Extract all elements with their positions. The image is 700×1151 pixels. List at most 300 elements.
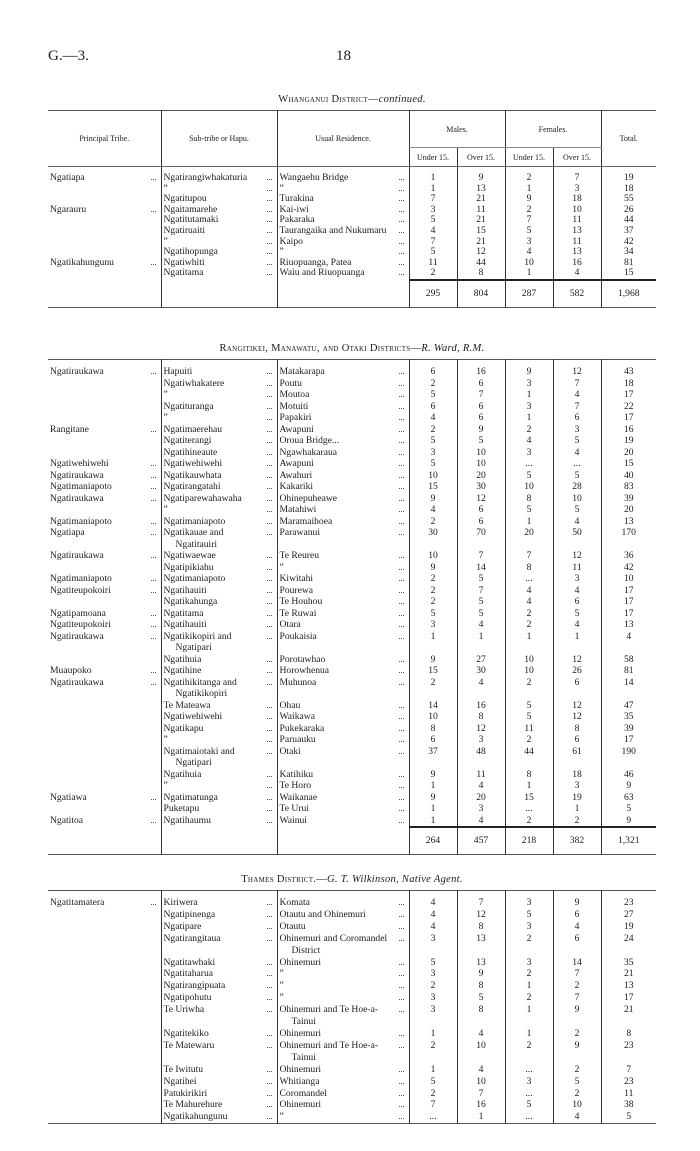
- males-under-15-cell: 1: [409, 184, 457, 195]
- males-over-15-cell: 27: [457, 654, 505, 666]
- total-cell: 23: [601, 897, 656, 909]
- principal-tribe-cell: Ngatiteupokoiri ...: [48, 619, 161, 631]
- males-under-15-cell: 2: [409, 424, 457, 436]
- females-over-15-cell: 10: [553, 493, 601, 505]
- section-title-main: Rangitikei, Manawatu, and Otaki Districts—: [219, 343, 422, 354]
- females-over-15-cell: 61: [553, 746, 601, 769]
- males-under-15-cell: 3: [409, 619, 457, 631]
- totals-row: [48, 280, 656, 308]
- males-under-15-cell: 3: [409, 968, 457, 980]
- males-under-15-cell: 5: [409, 957, 457, 969]
- males-over-15-cell: 8: [457, 268, 505, 280]
- sub-tribe-cell: Ngatikauae and Ngatitauiri ...: [161, 527, 277, 550]
- females-over-15-cell: 14: [553, 957, 601, 969]
- males-over-15-cell: 14: [457, 562, 505, 574]
- principal-tribe-cell: Ngatimaniapoto ...: [48, 516, 161, 528]
- total-cell: 23: [601, 1040, 656, 1064]
- usual-residence-cell: Turakina ...: [277, 194, 409, 205]
- females-over-15-cell: 4: [553, 268, 601, 280]
- usual-residence-cell: Kaipo ...: [277, 237, 409, 248]
- females-under-15-cell: 1: [505, 389, 553, 401]
- table-row: [48, 527, 656, 550]
- usual-residence-cell: Coromandel ...: [277, 1088, 409, 1100]
- principal-tribe-cell: [48, 1064, 161, 1076]
- sub-tribe-cell: Ngatiterangi ...: [161, 435, 277, 447]
- males-over-15-cell: 21: [457, 215, 505, 226]
- principal-tribe-cell: [48, 992, 161, 1004]
- females-under-15-cell: 5: [505, 504, 553, 516]
- males-under-15-cell: 1: [409, 780, 457, 792]
- usual-residence-cell: Taurangaika and Nukumaru ...: [277, 226, 409, 237]
- sub-tribe-cell: Ngatihine ...: [161, 665, 277, 677]
- females-over-15-cell: 4: [553, 389, 601, 401]
- total-cell: 58: [601, 654, 656, 666]
- section-title-italic: continued.: [378, 94, 426, 105]
- usual-residence-cell: Horowhenua ...: [277, 665, 409, 677]
- females-under-15-cell: 1: [505, 780, 553, 792]
- females-over-15-cell: 10: [553, 1099, 601, 1111]
- table-row: [48, 608, 656, 620]
- males-under-15-cell: 10: [409, 711, 457, 723]
- males-over-15-cell: 12: [457, 909, 505, 921]
- total-cell: 19: [601, 173, 656, 184]
- females-under-15-cell: 1: [505, 268, 553, 280]
- males-over-15-cell: 8: [457, 980, 505, 992]
- table-row: [48, 1099, 656, 1111]
- usual-residence-cell: Poutu ...: [277, 378, 409, 390]
- males-over-15-cell: 4: [457, 1028, 505, 1040]
- males-under-15-cell: 1: [409, 631, 457, 654]
- sub-tribe-cell: Ngatitama ...: [161, 608, 277, 620]
- sub-tribe-cell: Puketapu ...: [161, 803, 277, 815]
- sub-tribe-cell: Ngatitekiko ...: [161, 1028, 277, 1040]
- usual-residence-cell: ” ...: [277, 992, 409, 1004]
- males-under-15-cell: 2: [409, 677, 457, 700]
- males-over-15-cell: 7: [457, 550, 505, 562]
- females-under-15-cell: 3: [505, 921, 553, 933]
- sub-tribe-cell: Ngatiparewahawaha ...: [161, 493, 277, 505]
- usual-residence-cell: Ohinemuri ...: [277, 1064, 409, 1076]
- males-under-15-cell: 2: [409, 1040, 457, 1064]
- usual-residence-cell: Maramaihoea ...: [277, 516, 409, 528]
- males-over-15-cell: 30: [457, 481, 505, 493]
- principal-tribe-cell: [48, 654, 161, 666]
- females-over-15-cell: 2: [553, 980, 601, 992]
- males-under-15-cell: 6: [409, 366, 457, 378]
- usual-residence-cell: ” ...: [277, 184, 409, 195]
- females-over-15-cell: 3: [553, 780, 601, 792]
- usual-residence-cell: Ohinemuri ...: [277, 957, 409, 969]
- usual-residence-cell: Riuopuanga, Patea ...: [277, 258, 409, 269]
- total-cell: 13: [601, 980, 656, 992]
- males-over-15-cell: 9: [457, 968, 505, 980]
- principal-tribe-cell: [48, 1088, 161, 1100]
- males-over-15-cell: 7: [457, 585, 505, 597]
- females-under-15-cell: 20: [505, 527, 553, 550]
- total-cell: 37: [601, 226, 656, 237]
- males-over-15-cell: 13: [457, 933, 505, 957]
- principal-tribe-cell: [48, 389, 161, 401]
- sub-tribe-cell: ” ...: [161, 734, 277, 746]
- table-row: [48, 573, 656, 585]
- females-under-15-cell: 1: [505, 980, 553, 992]
- females-under-15-cell: 1: [505, 184, 553, 195]
- females-over-15-cell: 2: [553, 1064, 601, 1076]
- females-over-15-cell: 5: [553, 435, 601, 447]
- usual-residence-cell: Oroua Bridge... ...: [277, 435, 409, 447]
- header-usual-residence: Usual Residence.: [277, 111, 409, 167]
- total-cell: 14: [601, 677, 656, 700]
- table-row: [48, 803, 656, 815]
- total-cell: 24: [601, 933, 656, 957]
- males-under-15-cell: 4: [409, 921, 457, 933]
- total-cell: 20: [601, 447, 656, 459]
- females-under-15-cell: 10: [505, 654, 553, 666]
- females-under-15-cell: 44: [505, 746, 553, 769]
- principal-tribe-cell: [48, 378, 161, 390]
- principal-tribe-cell: Ngatiwehiwehi ...: [48, 458, 161, 470]
- females-under-15-cell: 1: [505, 412, 553, 424]
- principal-tribe-cell: Ngatiraukawa ...: [48, 631, 161, 654]
- females-over-15-cell: 4: [553, 921, 601, 933]
- males-under-15-cell: 15: [409, 481, 457, 493]
- sub-tribe-cell: Ngatiwehiwehi ...: [161, 711, 277, 723]
- sub-tribe-cell: Ngatitama ...: [161, 268, 277, 280]
- principal-tribe-cell: [48, 921, 161, 933]
- males-under-15-cell: 7: [409, 194, 457, 205]
- males-under-15-cell: 4: [409, 226, 457, 237]
- females-over-15-cell: 9: [553, 1040, 601, 1064]
- males-under-15-cell: 7: [409, 1099, 457, 1111]
- table-row: [48, 1004, 656, 1028]
- principal-tribe-cell: Ngarauru ...: [48, 205, 161, 216]
- principal-tribe-cell: [48, 723, 161, 735]
- principal-tribe-cell: [48, 1040, 161, 1064]
- document-code: G.—3.: [48, 48, 89, 64]
- sub-tribe-cell: Te Matewaru ...: [161, 1040, 277, 1064]
- page-number: 18: [336, 48, 351, 64]
- table-row: [48, 435, 656, 447]
- males-over-15-cell: 12: [457, 493, 505, 505]
- principal-tribe-cell: Ngatiawa ...: [48, 792, 161, 804]
- females-under-15-cell: ...: [505, 573, 553, 585]
- table-row: [48, 1088, 656, 1100]
- principal-tribe-cell: [48, 1004, 161, 1028]
- males-over-15-cell: 5: [457, 608, 505, 620]
- females-over-15-cell: 3: [553, 573, 601, 585]
- females-over-15-cell: 10: [553, 205, 601, 216]
- usual-residence-cell: Awahuri ...: [277, 470, 409, 482]
- table-row: [48, 173, 656, 184]
- females-over-15-cell: 1: [553, 803, 601, 815]
- totals-blank-cell: [277, 280, 409, 308]
- header-females: Females.: [505, 111, 601, 148]
- females-over-15-cell: 6: [553, 412, 601, 424]
- header-over15: Over 15.: [457, 148, 505, 167]
- table-row: [48, 631, 656, 654]
- table-row: [48, 980, 656, 992]
- males-under-15-cell: 5: [409, 458, 457, 470]
- females-over-15-cell: 19: [553, 792, 601, 804]
- males-over-15-total: 457: [457, 827, 505, 855]
- total-cell: 7: [601, 1064, 656, 1076]
- females-over-15-cell: 4: [553, 1111, 601, 1123]
- sub-tribe-cell: Ngatitutamaki ...: [161, 215, 277, 226]
- principal-tribe-cell: Ngatiraukawa ...: [48, 470, 161, 482]
- males-over-15-cell: 6: [457, 504, 505, 516]
- principal-tribe-cell: [48, 968, 161, 980]
- males-over-15-cell: 16: [457, 700, 505, 712]
- principal-tribe-cell: Ngatikahungunu ...: [48, 258, 161, 269]
- table-row: [48, 992, 656, 1004]
- total-cell: 13: [601, 516, 656, 528]
- table-row: [48, 815, 656, 828]
- usual-residence-cell: ” ...: [277, 247, 409, 258]
- females-over-15-cell: 50: [553, 527, 601, 550]
- principal-tribe-cell: [48, 401, 161, 413]
- sub-tribe-cell: Ngatipinenga ...: [161, 909, 277, 921]
- usual-residence-cell: Moutoa ...: [277, 389, 409, 401]
- section-title-italic: G. T. Wilkinson, Native Agent.: [327, 874, 463, 885]
- usual-residence-cell: Parawanui ...: [277, 527, 409, 550]
- females-over-15-cell: 2: [553, 1088, 601, 1100]
- females-over-15-cell: 16: [553, 258, 601, 269]
- males-under-15-cell: 3: [409, 1004, 457, 1028]
- females-under-15-cell: 7: [505, 550, 553, 562]
- sub-tribe-cell: Ngatipare ...: [161, 921, 277, 933]
- section-title: [48, 343, 656, 359]
- table-row: [48, 780, 656, 792]
- usual-residence-cell: Te Reureu ...: [277, 550, 409, 562]
- principal-tribe-cell: [48, 562, 161, 574]
- table-row: [48, 493, 656, 505]
- usual-residence-cell: Waikawa ...: [277, 711, 409, 723]
- females-under-15-cell: 2: [505, 619, 553, 631]
- females-over-15-cell: 4: [553, 585, 601, 597]
- females-under-15-cell: 2: [505, 1040, 553, 1064]
- totals-blank-cell: [161, 280, 277, 308]
- section-title: [48, 874, 656, 890]
- totals-blank-cell: [277, 827, 409, 855]
- header-total: Total.: [601, 111, 656, 167]
- females-over-15-cell: 7: [553, 401, 601, 413]
- males-over-15-cell: 4: [457, 815, 505, 828]
- sub-tribe-cell: Ngaitamarehe ...: [161, 205, 277, 216]
- females-under-15-cell: 3: [505, 897, 553, 909]
- males-under-15-cell: 1: [409, 815, 457, 828]
- usual-residence-cell: Wainui ...: [277, 815, 409, 828]
- females-under-15-cell: ...: [505, 803, 553, 815]
- census-table: [48, 359, 656, 855]
- table-row: [48, 447, 656, 459]
- usual-residence-cell: Poukaisia ...: [277, 631, 409, 654]
- males-under-15-cell: 2: [409, 516, 457, 528]
- females-under-15-cell: 8: [505, 562, 553, 574]
- males-over-15-total: 804: [457, 280, 505, 308]
- females-over-15-cell: 12: [553, 711, 601, 723]
- usual-residence-cell: Wangaehu Bridge ...: [277, 173, 409, 184]
- total-cell: 81: [601, 665, 656, 677]
- sub-tribe-cell: Ngatirangiwhakaturia ...: [161, 173, 277, 184]
- principal-tribe-cell: [48, 933, 161, 957]
- females-over-15-cell: 3: [553, 184, 601, 195]
- males-over-15-cell: 4: [457, 677, 505, 700]
- total-cell: 11: [601, 1088, 656, 1100]
- males-over-15-cell: 12: [457, 723, 505, 735]
- females-under-15-cell: ...: [505, 1111, 553, 1123]
- females-under-15-total: 218: [505, 827, 553, 855]
- sub-tribe-cell: Ngatitaharua ...: [161, 968, 277, 980]
- females-over-15-cell: ...: [553, 458, 601, 470]
- males-under-15-cell: 5: [409, 389, 457, 401]
- females-under-15-cell: 2: [505, 815, 553, 828]
- usual-residence-cell: Kiwitahi ...: [277, 573, 409, 585]
- females-under-15-cell: 1: [505, 1004, 553, 1028]
- sub-tribe-cell: Ngatihuia ...: [161, 654, 277, 666]
- females-over-15-cell: 9: [553, 1004, 601, 1028]
- males-over-15-cell: 7: [457, 897, 505, 909]
- table-row: [48, 1076, 656, 1088]
- males-under-15-cell: 1: [409, 1028, 457, 1040]
- table-row: [48, 746, 656, 769]
- males-over-15-cell: 30: [457, 665, 505, 677]
- males-under-15-cell: ...: [409, 1111, 457, 1123]
- females-under-15-cell: 5: [505, 711, 553, 723]
- principal-tribe-cell: Ngatiraukawa ...: [48, 677, 161, 700]
- total-cell: 19: [601, 435, 656, 447]
- principal-tribe-cell: [48, 1028, 161, 1040]
- principal-tribe-cell: [48, 237, 161, 248]
- sub-tribe-cell: Patukirikiri ...: [161, 1088, 277, 1100]
- males-under-15-cell: 6: [409, 401, 457, 413]
- total-cell: 63: [601, 792, 656, 804]
- total-cell: 19: [601, 921, 656, 933]
- table-header-row: [48, 111, 656, 148]
- males-over-15-cell: 6: [457, 412, 505, 424]
- table-row: [48, 504, 656, 516]
- principal-tribe-cell: [48, 412, 161, 424]
- principal-tribe-cell: Ngatipamoana ...: [48, 608, 161, 620]
- table-row: [48, 1028, 656, 1040]
- males-over-15-cell: 3: [457, 803, 505, 815]
- females-under-15-cell: 9: [505, 194, 553, 205]
- table-row: [48, 585, 656, 597]
- sub-tribe-cell: Ngatirangatahi ...: [161, 481, 277, 493]
- males-under-15-cell: 15: [409, 665, 457, 677]
- males-under-15-cell: 9: [409, 769, 457, 781]
- females-under-15-cell: 10: [505, 258, 553, 269]
- males-under-15-cell: 7: [409, 237, 457, 248]
- usual-residence-cell: Ohinemuri and Te Hoe-a-Tainui ...: [277, 1040, 409, 1064]
- usual-residence-cell: Paruauku ...: [277, 734, 409, 746]
- females-under-15-cell: 2: [505, 968, 553, 980]
- principal-tribe-cell: [48, 184, 161, 195]
- sub-tribe-cell: Te Uriwha ...: [161, 1004, 277, 1028]
- males-under-15-cell: 14: [409, 700, 457, 712]
- totals-blank-cell: [48, 827, 161, 855]
- principal-tribe-cell: [48, 734, 161, 746]
- females-over-15-cell: 5: [553, 1076, 601, 1088]
- females-under-15-cell: 4: [505, 247, 553, 258]
- females-under-15-cell: 1: [505, 516, 553, 528]
- principal-tribe-cell: [48, 803, 161, 815]
- sub-tribe-cell: ” ...: [161, 237, 277, 248]
- census-table: [48, 890, 656, 1124]
- sub-tribe-cell: Ngatimaerehau ...: [161, 424, 277, 436]
- table-row: [48, 723, 656, 735]
- principal-tribe-cell: Ngatiraukawa ...: [48, 366, 161, 378]
- usual-residence-cell: Whitianga ...: [277, 1076, 409, 1088]
- males-over-15-cell: 48: [457, 746, 505, 769]
- sub-tribe-cell: Te Mahurehure ...: [161, 1099, 277, 1111]
- total-cell: 20: [601, 504, 656, 516]
- total-cell: 5: [601, 803, 656, 815]
- females-over-15-cell: 26: [553, 665, 601, 677]
- principal-tribe-cell: [48, 596, 161, 608]
- sub-tribe-cell: Ngatiruaiti ...: [161, 226, 277, 237]
- usual-residence-cell: Papakiri ...: [277, 412, 409, 424]
- sub-tribe-cell: Ngatihaumu ...: [161, 815, 277, 828]
- females-under-15-cell: 3: [505, 401, 553, 413]
- total-cell: 21: [601, 1004, 656, 1028]
- females-under-15-cell: 8: [505, 769, 553, 781]
- usual-residence-cell: ” ...: [277, 968, 409, 980]
- table-row: [48, 957, 656, 969]
- total-cell: 10: [601, 573, 656, 585]
- usual-residence-cell: Pakaraka ...: [277, 215, 409, 226]
- usual-residence-cell: Te Houhou ...: [277, 596, 409, 608]
- females-under-15-cell: 3: [505, 447, 553, 459]
- principal-tribe-cell: [48, 1099, 161, 1111]
- females-under-15-cell: 4: [505, 596, 553, 608]
- females-under-15-cell: 3: [505, 1076, 553, 1088]
- table-row: [48, 769, 656, 781]
- total-cell: 35: [601, 711, 656, 723]
- males-under-15-cell: 2: [409, 1088, 457, 1100]
- usual-residence-cell: Ngawhakaraua ...: [277, 447, 409, 459]
- table-row: [48, 268, 656, 280]
- table-row: [48, 700, 656, 712]
- total-cell: 40: [601, 470, 656, 482]
- table-row: [48, 1064, 656, 1076]
- sub-tribe-cell: Ngatirangitaua ...: [161, 933, 277, 957]
- males-over-15-cell: 21: [457, 194, 505, 205]
- usual-residence-cell: Ohinemuri ...: [277, 1028, 409, 1040]
- females-over-15-cell: 13: [553, 226, 601, 237]
- males-under-15-cell: 2: [409, 980, 457, 992]
- males-over-15-cell: 7: [457, 389, 505, 401]
- table-row: [48, 921, 656, 933]
- principal-tribe-cell: Ngatitamatera ...: [48, 897, 161, 909]
- total-cell: 42: [601, 237, 656, 248]
- sub-tribe-cell: ” ...: [161, 184, 277, 195]
- usual-residence-cell: Kai-iwi ...: [277, 205, 409, 216]
- section-title: [48, 94, 656, 110]
- sub-tribe-cell: Ngatikahunga ...: [161, 596, 277, 608]
- table-row: [48, 909, 656, 921]
- usual-residence-cell: Ohinemuri and Coromandel District ...: [277, 933, 409, 957]
- total-cell: 55: [601, 194, 656, 205]
- males-under-15-cell: 1: [409, 1064, 457, 1076]
- sub-tribe-cell: Ngatimaiotaki and Ngatipari ...: [161, 746, 277, 769]
- males-over-15-cell: 70: [457, 527, 505, 550]
- principal-tribe-cell: [48, 980, 161, 992]
- table-row: [48, 968, 656, 980]
- females-over-15-cell: 4: [553, 447, 601, 459]
- females-under-15-cell: 7: [505, 215, 553, 226]
- males-over-15-cell: 8: [457, 1004, 505, 1028]
- males-over-15-cell: 20: [457, 470, 505, 482]
